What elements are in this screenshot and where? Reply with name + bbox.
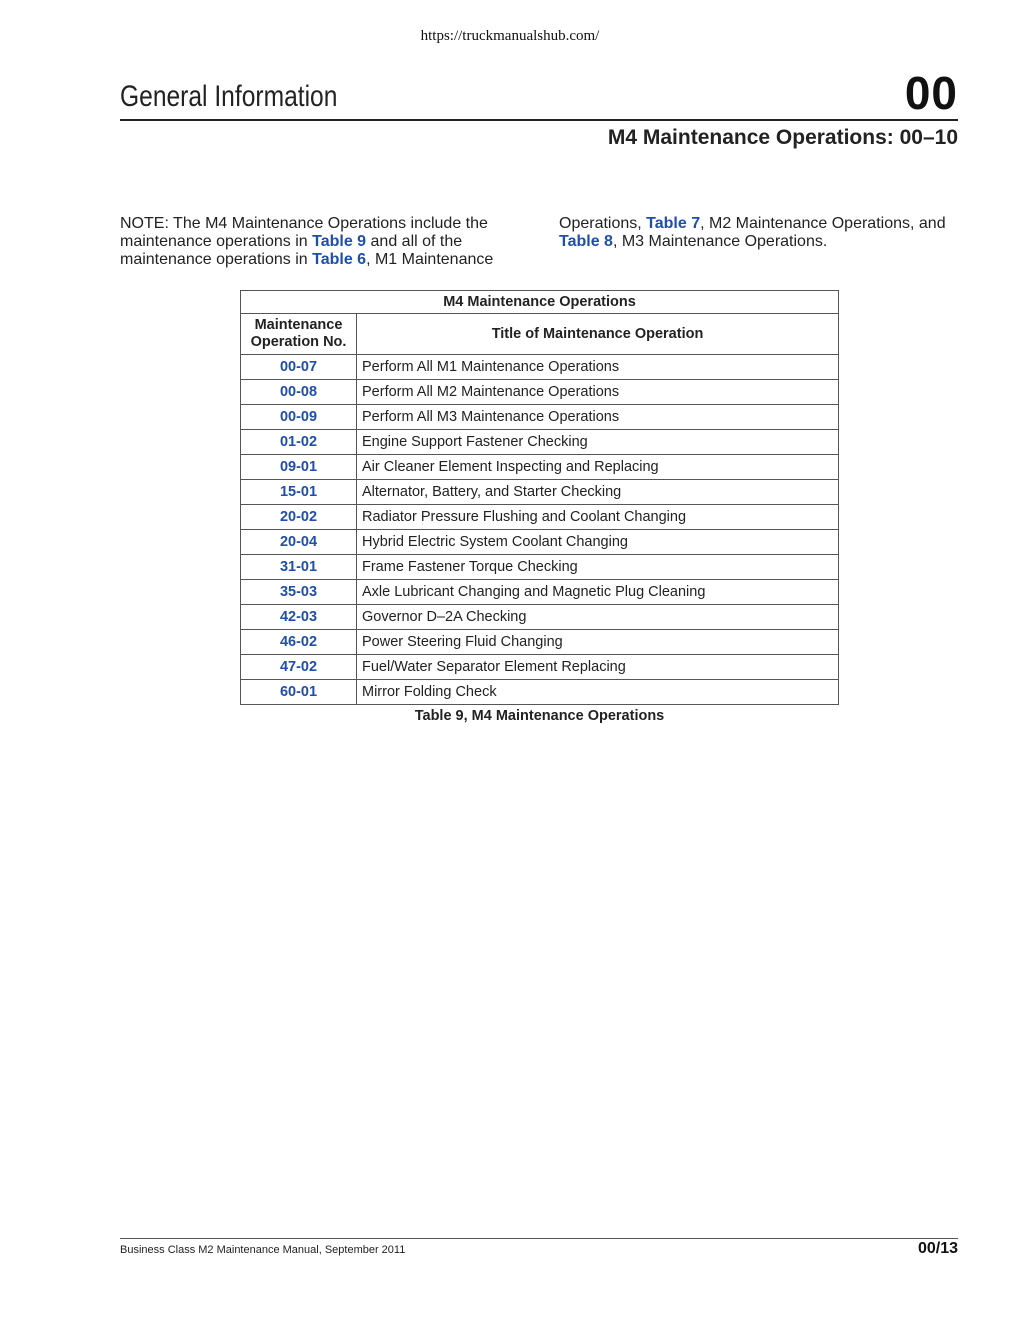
note-text: and all of the maintenance operations in <box>120 233 463 268</box>
operation-number-link[interactable]: 15-01 <box>241 480 357 505</box>
note-text: Operations, <box>559 215 647 232</box>
header-rule <box>120 119 958 121</box>
operation-title: Engine Support Fastener Checking <box>357 430 839 455</box>
operation-title: Alternator, Battery, and Starter Checking <box>357 480 839 505</box>
operation-title: Radiator Pressure Flushing and Coolant Changing <box>357 505 839 530</box>
operation-title: Mirror Folding Check <box>357 680 839 705</box>
note-text: , M3 Maintenance Operations. <box>612 233 828 250</box>
operation-number-link[interactable]: 00-08 <box>241 380 357 405</box>
operation-number-link[interactable]: 09-01 <box>241 455 357 480</box>
operation-number-link[interactable]: 00-07 <box>241 355 357 380</box>
operation-title: Hybrid Electric System Coolant Changing <box>357 530 839 555</box>
table-7-link[interactable]: Table 7 <box>646 215 701 232</box>
table-row <box>241 555 839 580</box>
section-number: 00 <box>904 67 958 119</box>
operation-number-link[interactable]: 60-01 <box>241 680 357 705</box>
table-row <box>241 630 839 655</box>
maintenance-operations-table <box>240 290 839 705</box>
table-row <box>241 505 839 530</box>
table-8-link[interactable]: Table 8 <box>559 233 613 250</box>
operation-number-link[interactable]: 42-03 <box>241 605 357 630</box>
table-row <box>241 530 839 555</box>
operation-number-link[interactable]: 35-03 <box>241 580 357 605</box>
footer-rule <box>120 1238 958 1239</box>
operation-number-link[interactable]: 00-09 <box>241 405 357 430</box>
operation-title: Fuel/Water Separator Element Replacing <box>357 655 839 680</box>
operation-number-link[interactable]: 20-04 <box>241 530 357 555</box>
operation-title: Axle Lubricant Changing and Magnetic Plug Cleaning <box>357 580 839 605</box>
operation-title: Perform All M3 Maintenance Operations <box>357 405 839 430</box>
column-header-number-line2: Operation No. <box>250 334 347 350</box>
note-text: NOTE: The M4 Maintenance Operations include the maintenance operations in <box>120 215 488 250</box>
note-column-right <box>559 215 959 251</box>
operation-title: Perform All M1 Maintenance Operations <box>357 355 839 380</box>
note-column-left <box>120 215 540 269</box>
section-title: General Information <box>120 80 338 113</box>
operation-title: Perform All M2 Maintenance Operations <box>357 380 839 405</box>
table-row <box>241 580 839 605</box>
column-header-number <box>241 314 357 355</box>
footer-text: Business Class M2 Maintenance Manual, September 2011 <box>120 1244 406 1256</box>
table-title: M4 Maintenance Operations <box>241 291 839 314</box>
table-row <box>241 680 839 705</box>
table-row <box>241 355 839 380</box>
note-text: , M1 Maintenance <box>366 251 494 268</box>
table-row <box>241 405 839 430</box>
page-subtitle: M4 Maintenance Operations: 00–10 <box>607 126 958 149</box>
operation-number-link[interactable]: 31-01 <box>241 555 357 580</box>
table-row <box>241 655 839 680</box>
operation-number-link[interactable]: 01-02 <box>241 430 357 455</box>
operation-title: Power Steering Fluid Changing <box>357 630 839 655</box>
table-row <box>241 605 839 630</box>
column-header-title: Title of Maintenance Operation <box>357 314 839 355</box>
source-url[interactable]: https://truckmanualshub.com/ <box>420 28 600 44</box>
table-6-link[interactable]: Table 6 <box>312 251 367 268</box>
operation-title: Governor D–2A Checking <box>357 605 839 630</box>
operation-title: Frame Fastener Torque Checking <box>357 555 839 580</box>
table-9-link[interactable]: Table 9 <box>312 233 367 250</box>
table-row <box>241 455 839 480</box>
table-row <box>241 380 839 405</box>
table-row <box>241 480 839 505</box>
operation-number-link[interactable]: 46-02 <box>241 630 357 655</box>
operation-number-link[interactable]: 47-02 <box>241 655 357 680</box>
note-text: , M2 Maintenance Operations, and <box>700 215 946 232</box>
operation-title: Air Cleaner Element Inspecting and Replacing <box>357 455 839 480</box>
page-number: 00/13 <box>917 1240 958 1257</box>
table-caption: Table 9, M4 Maintenance Operations <box>414 708 665 724</box>
table-body <box>241 355 839 705</box>
table-row <box>241 430 839 455</box>
operation-number-link[interactable]: 20-02 <box>241 505 357 530</box>
column-header-number-line1: Maintenance <box>254 317 343 333</box>
